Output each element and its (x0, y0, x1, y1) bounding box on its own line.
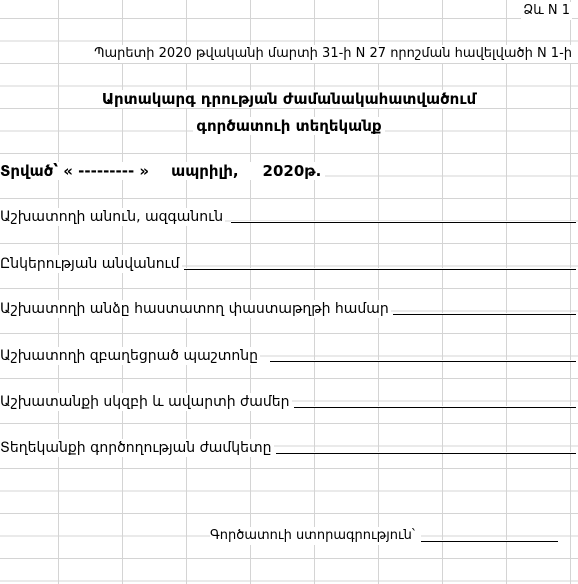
field-label: Աշխատողի զբաղեցրած պաշտոնը (0, 348, 258, 364)
appendix-note: Պարետի 2020 թվականի մարտի 31-ի N 27 որոշման հավելվածի N 1-ի (91, 45, 572, 63)
field-work-hours (0, 391, 576, 411)
issued-label: Տրված՝ (0, 162, 59, 180)
field-position (0, 345, 576, 365)
field-label: Աշխատողի անձը հաստատող փաստաթղթի համար (0, 301, 389, 317)
title-line-2: գործատուի տեղեկանք (193, 117, 384, 135)
document-subtitle (0, 117, 578, 135)
issued-month: ապրիլի, (171, 162, 239, 180)
field-label: Ընկերության անվանում (0, 256, 180, 272)
signature-blank[interactable] (421, 540, 558, 542)
issued-year: 2020թ. (262, 162, 322, 180)
issued-day[interactable]: « --------- » (63, 162, 150, 180)
employee-name-blank[interactable] (231, 221, 576, 223)
field-validity (0, 437, 576, 457)
position-blank[interactable] (270, 360, 576, 362)
title-line-1: Արտակարգ դրության ժամանակահատվածում (99, 90, 479, 108)
field-label: Աշխատանքի սկզբի և ավարտի ժամեր (0, 394, 290, 410)
signature-label: Գործատուի ստորագրություն՝ (210, 527, 421, 545)
field-organization (0, 253, 576, 273)
field-id-document (0, 298, 576, 318)
issued-date-line (0, 162, 325, 180)
validity-blank[interactable] (276, 452, 576, 454)
work-hours-blank[interactable] (294, 406, 576, 408)
document-title (0, 90, 578, 108)
form-number: Ձև N 1 (523, 3, 570, 18)
organization-blank[interactable] (184, 268, 576, 270)
field-label: Աշխատողի անուն, ազգանուն (0, 209, 224, 225)
field-label: Տեղեկանքի գործողության ժամկետը (0, 440, 272, 456)
id-document-blank[interactable] (393, 313, 576, 315)
field-employee-name (0, 206, 576, 226)
signature-line (210, 525, 558, 545)
